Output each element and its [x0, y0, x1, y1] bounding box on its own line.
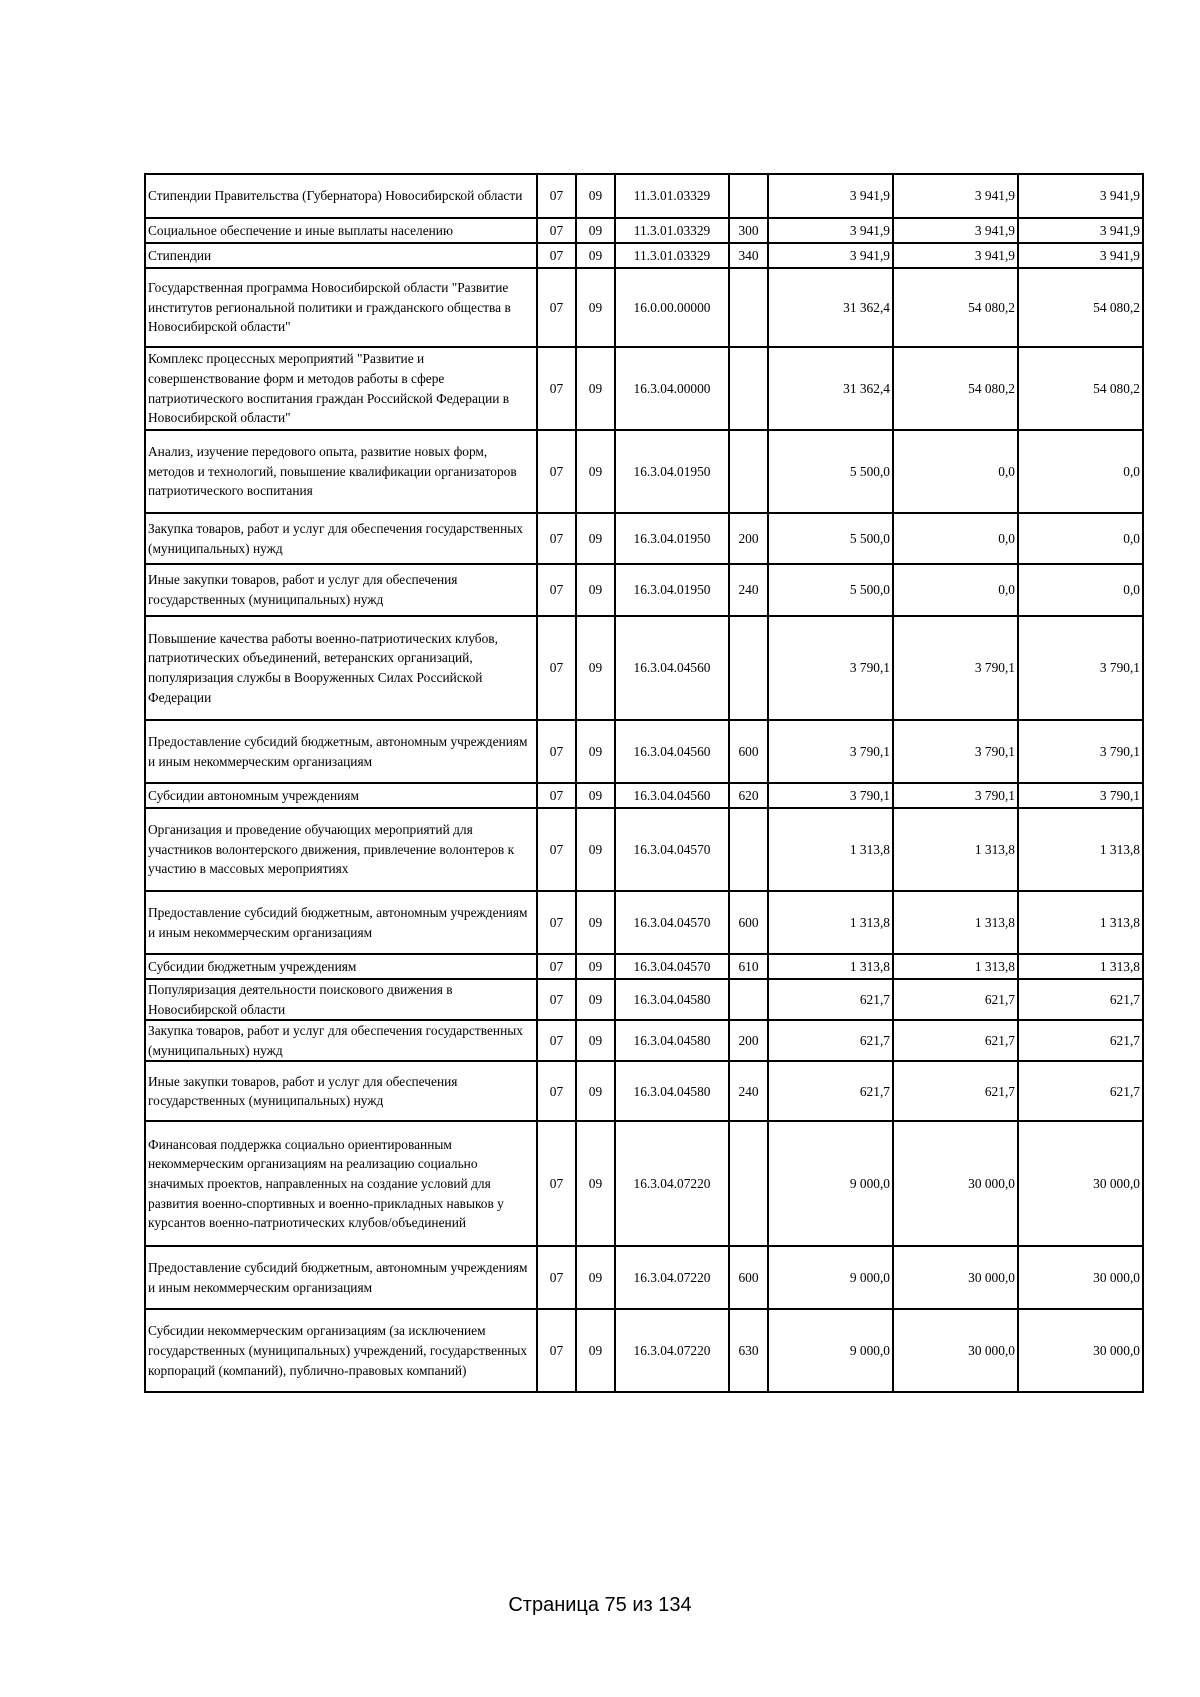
amount-year-3: 1 313,8 [1018, 808, 1143, 891]
item-name: Предоставление субсидий бюджетным, автономным учреждениям и иным некоммерческим организациям [145, 720, 537, 783]
expense-type-code [729, 808, 768, 891]
section-code: 07 [537, 218, 576, 243]
amount-year-2: 621,7 [893, 1061, 1018, 1121]
table-row [145, 616, 1143, 720]
expense-type-code [729, 347, 768, 430]
expense-type-code: 240 [729, 564, 768, 616]
subsection-code: 09 [576, 891, 615, 954]
amount-year-2: 0,0 [893, 564, 1018, 616]
table-row [145, 243, 1143, 268]
expense-type-code [729, 979, 768, 1020]
amount-year-2: 3 941,9 [893, 174, 1018, 218]
section-code: 07 [537, 347, 576, 430]
amount-year-2: 3 941,9 [893, 218, 1018, 243]
amount-year-3: 54 080,2 [1018, 347, 1143, 430]
target-article-code: 16.3.04.04570 [615, 808, 729, 891]
amount-year-2: 54 080,2 [893, 268, 1018, 347]
amount-year-2: 30 000,0 [893, 1309, 1018, 1392]
expense-type-code: 600 [729, 1246, 768, 1309]
subsection-code: 09 [576, 1246, 615, 1309]
target-article-code: 11.3.01.03329 [615, 218, 729, 243]
amount-year-3: 3 790,1 [1018, 616, 1143, 720]
expense-type-code: 610 [729, 954, 768, 979]
amount-year-1: 5 500,0 [768, 430, 893, 513]
table-row [145, 564, 1143, 616]
expense-type-code: 620 [729, 783, 768, 808]
amount-year-2: 0,0 [893, 513, 1018, 564]
item-name: Анализ, изучение передового опыта, развитие новых форм, методов и технологий, повышение квалификации организаторов патриотического воспитания [145, 430, 537, 513]
target-article-code: 16.3.04.07220 [615, 1121, 729, 1246]
subsection-code: 09 [576, 1020, 615, 1061]
item-name: Закупка товаров, работ и услуг для обеспечения государственных (муниципальных) нужд [145, 513, 537, 564]
subsection-code: 09 [576, 564, 615, 616]
expense-type-code: 240 [729, 1061, 768, 1121]
amount-year-1: 5 500,0 [768, 513, 893, 564]
amount-year-2: 1 313,8 [893, 808, 1018, 891]
subsection-code: 09 [576, 979, 615, 1020]
table-row [145, 720, 1143, 783]
amount-year-3: 3 790,1 [1018, 783, 1143, 808]
subsection-code: 09 [576, 243, 615, 268]
item-name: Стипендии [145, 243, 537, 268]
section-code: 07 [537, 243, 576, 268]
section-code: 07 [537, 1246, 576, 1309]
subsection-code: 09 [576, 954, 615, 979]
subsection-code: 09 [576, 430, 615, 513]
amount-year-1: 3 941,9 [768, 218, 893, 243]
target-article-code: 16.3.04.07220 [615, 1309, 729, 1392]
amount-year-1: 1 313,8 [768, 954, 893, 979]
amount-year-3: 30 000,0 [1018, 1309, 1143, 1392]
amount-year-3: 1 313,8 [1018, 891, 1143, 954]
table-row [145, 1121, 1143, 1246]
amount-year-2: 621,7 [893, 1020, 1018, 1061]
table-row [145, 430, 1143, 513]
amount-year-2: 3 790,1 [893, 783, 1018, 808]
section-code: 07 [537, 616, 576, 720]
table-row [145, 783, 1143, 808]
amount-year-3: 0,0 [1018, 430, 1143, 513]
target-article-code: 16.3.04.07220 [615, 1246, 729, 1309]
expense-type-code: 200 [729, 513, 768, 564]
amount-year-3: 621,7 [1018, 979, 1143, 1020]
target-article-code: 16.3.04.04580 [615, 1020, 729, 1061]
expense-type-code: 600 [729, 720, 768, 783]
item-name: Стипендии Правительства (Губернатора) Новосибирской области [145, 174, 537, 218]
target-article-code: 16.0.00.00000 [615, 268, 729, 347]
amount-year-2: 30 000,0 [893, 1121, 1018, 1246]
amount-year-1: 31 362,4 [768, 347, 893, 430]
page-number: Страница 75 из 134 [508, 1594, 692, 1616]
subsection-code: 09 [576, 268, 615, 347]
amount-year-3: 3 790,1 [1018, 720, 1143, 783]
subsection-code: 09 [576, 1121, 615, 1246]
target-article-code: 16.3.04.04570 [615, 954, 729, 979]
item-name: Организация и проведение обучающих мероприятий для участников волонтерского движения, привлечение волонтеров к участию в массовых мероприятиях [145, 808, 537, 891]
table-row [145, 979, 1143, 1020]
target-article-code: 11.3.01.03329 [615, 243, 729, 268]
section-code: 07 [537, 979, 576, 1020]
item-name: Субсидии некоммерческим организациям (за исключением государственных (муниципальных) учреждений, государственных корпораций (компаний), публично-правовых компаний) [145, 1309, 537, 1392]
table-row [145, 513, 1143, 564]
amount-year-1: 3 941,9 [768, 243, 893, 268]
expense-type-code [729, 616, 768, 720]
target-article-code: 16.3.04.01950 [615, 430, 729, 513]
amount-year-3: 0,0 [1018, 513, 1143, 564]
expense-type-code: 630 [729, 1309, 768, 1392]
section-code: 07 [537, 1121, 576, 1246]
target-article-code: 16.3.04.04580 [615, 979, 729, 1020]
amount-year-1: 621,7 [768, 1061, 893, 1121]
amount-year-2: 30 000,0 [893, 1246, 1018, 1309]
subsection-code: 09 [576, 616, 615, 720]
amount-year-3: 3 941,9 [1018, 218, 1143, 243]
amount-year-2: 3 790,1 [893, 720, 1018, 783]
target-article-code: 16.3.04.04560 [615, 720, 729, 783]
expense-type-code: 200 [729, 1020, 768, 1061]
target-article-code: 16.3.04.01950 [615, 513, 729, 564]
item-name: Финансовая поддержка социально ориентированным некоммерческим организациям на реализацию социально значимых проектов, направленных на создание условий для развития военно-спортивных и военно-прикладных навыков у курсантов военно-патриотических клубов/объединений [145, 1121, 537, 1246]
table-row [145, 218, 1143, 243]
amount-year-2: 3 941,9 [893, 243, 1018, 268]
section-code: 07 [537, 1020, 576, 1061]
expense-type-code: 300 [729, 218, 768, 243]
amount-year-3: 621,7 [1018, 1020, 1143, 1061]
table-row [145, 1309, 1143, 1392]
section-code: 07 [537, 564, 576, 616]
amount-year-3: 621,7 [1018, 1061, 1143, 1121]
subsection-code: 09 [576, 174, 615, 218]
amount-year-1: 5 500,0 [768, 564, 893, 616]
budget-table [144, 173, 1144, 1393]
item-name: Повышение качества работы военно-патриотических клубов, патриотических объединений, ветеранских организаций, популяризация службы в Вооруженных Силах Российской Федерации [145, 616, 537, 720]
section-code: 07 [537, 430, 576, 513]
table-row [145, 808, 1143, 891]
section-code: 07 [537, 1309, 576, 1392]
amount-year-1: 3 790,1 [768, 720, 893, 783]
expense-type-code [729, 268, 768, 347]
section-code: 07 [537, 720, 576, 783]
table-row [145, 347, 1143, 430]
item-name: Предоставление субсидий бюджетным, автономным учреждениям и иным некоммерческим организациям [145, 1246, 537, 1309]
target-article-code: 11.3.01.03329 [615, 174, 729, 218]
subsection-code: 09 [576, 513, 615, 564]
amount-year-3: 3 941,9 [1018, 174, 1143, 218]
table-row [145, 891, 1143, 954]
expense-type-code: 600 [729, 891, 768, 954]
target-article-code: 16.3.04.01950 [615, 564, 729, 616]
table-row [145, 1020, 1143, 1061]
item-name: Субсидии бюджетным учреждениям [145, 954, 537, 979]
section-code: 07 [537, 891, 576, 954]
section-code: 07 [537, 783, 576, 808]
table-row [145, 1246, 1143, 1309]
amount-year-1: 3 941,9 [768, 174, 893, 218]
amount-year-1: 31 362,4 [768, 268, 893, 347]
item-name: Популяризация деятельности поискового движения в Новосибирской области [145, 979, 537, 1020]
target-article-code: 16.3.04.04580 [615, 1061, 729, 1121]
expense-type-code [729, 430, 768, 513]
expense-type-code [729, 174, 768, 218]
section-code: 07 [537, 808, 576, 891]
item-name: Предоставление субсидий бюджетным, автономным учреждениям и иным некоммерческим организациям [145, 891, 537, 954]
amount-year-1: 3 790,1 [768, 783, 893, 808]
amount-year-3: 30 000,0 [1018, 1121, 1143, 1246]
section-code: 07 [537, 174, 576, 218]
item-name: Закупка товаров, работ и услуг для обеспечения государственных (муниципальных) нужд [145, 1020, 537, 1061]
subsection-code: 09 [576, 808, 615, 891]
table-row [145, 174, 1143, 218]
amount-year-1: 9 000,0 [768, 1121, 893, 1246]
target-article-code: 16.3.04.00000 [615, 347, 729, 430]
table-row [145, 954, 1143, 979]
item-name: Иные закупки товаров, работ и услуг для обеспечения государственных (муниципальных) нужд [145, 564, 537, 616]
amount-year-3: 3 941,9 [1018, 243, 1143, 268]
amount-year-3: 0,0 [1018, 564, 1143, 616]
section-code: 07 [537, 1061, 576, 1121]
amount-year-2: 621,7 [893, 979, 1018, 1020]
section-code: 07 [537, 268, 576, 347]
section-code: 07 [537, 513, 576, 564]
subsection-code: 09 [576, 783, 615, 808]
item-name: Государственная программа Новосибирской области "Развитие институтов региональной политики и гражданского общества в Новосибирской области" [145, 268, 537, 347]
amount-year-1: 9 000,0 [768, 1246, 893, 1309]
subsection-code: 09 [576, 1309, 615, 1392]
section-code: 07 [537, 954, 576, 979]
item-name: Субсидии автономным учреждениям [145, 783, 537, 808]
subsection-code: 09 [576, 720, 615, 783]
subsection-code: 09 [576, 347, 615, 430]
item-name: Комплекс процессных мероприятий "Развитие и совершенствование форм и методов работы в сфере патриотического воспитания граждан Российской Федерации в Новосибирской области" [145, 347, 537, 430]
expense-type-code [729, 1121, 768, 1246]
item-name: Социальное обеспечение и иные выплаты населению [145, 218, 537, 243]
target-article-code: 16.3.04.04560 [615, 616, 729, 720]
amount-year-2: 1 313,8 [893, 891, 1018, 954]
target-article-code: 16.3.04.04570 [615, 891, 729, 954]
target-article-code: 16.3.04.04560 [615, 783, 729, 808]
subsection-code: 09 [576, 1061, 615, 1121]
amount-year-2: 1 313,8 [893, 954, 1018, 979]
amount-year-3: 30 000,0 [1018, 1246, 1143, 1309]
amount-year-1: 9 000,0 [768, 1309, 893, 1392]
amount-year-2: 0,0 [893, 430, 1018, 513]
amount-year-1: 621,7 [768, 1020, 893, 1061]
amount-year-1: 1 313,8 [768, 808, 893, 891]
amount-year-2: 3 790,1 [893, 616, 1018, 720]
item-name: Иные закупки товаров, работ и услуг для обеспечения государственных (муниципальных) нужд [145, 1061, 537, 1121]
amount-year-2: 54 080,2 [893, 347, 1018, 430]
amount-year-3: 54 080,2 [1018, 268, 1143, 347]
subsection-code: 09 [576, 218, 615, 243]
amount-year-3: 1 313,8 [1018, 954, 1143, 979]
table-row [145, 268, 1143, 347]
amount-year-1: 3 790,1 [768, 616, 893, 720]
amount-year-1: 621,7 [768, 979, 893, 1020]
amount-year-1: 1 313,8 [768, 891, 893, 954]
table-row [145, 1061, 1143, 1121]
expense-type-code: 340 [729, 243, 768, 268]
